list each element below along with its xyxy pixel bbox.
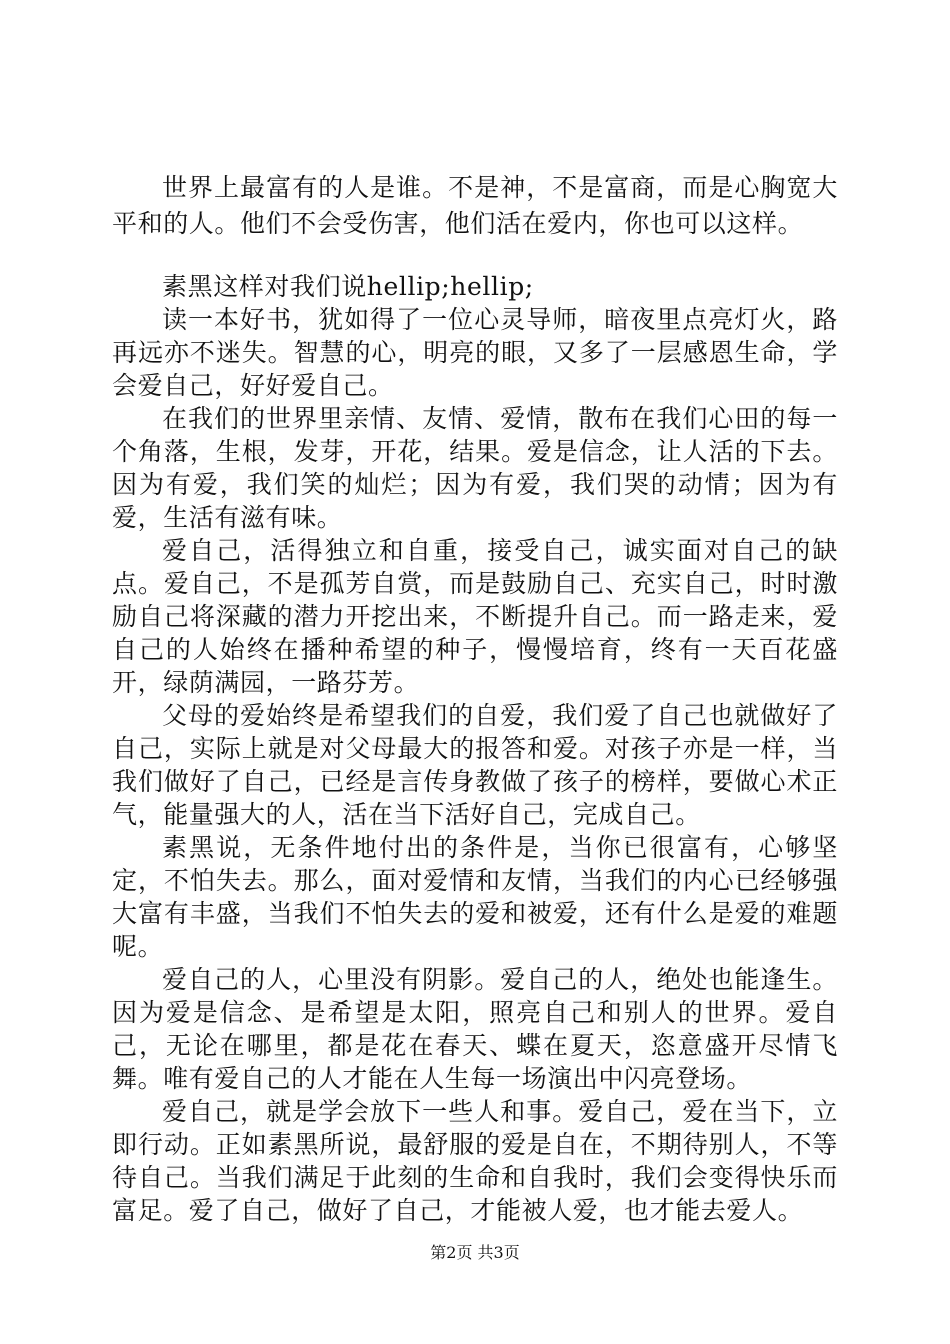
paragraph-3: 读一本好书，犹如得了一位心灵导师，暗夜里点亮灯火，路再远亦不迷失。智慧的心，明亮的眼，又多了一层感恩生命，学会爱自己，好好爱自己。	[112, 305, 838, 400]
page-number-footer: 第2页 共3页	[430, 1243, 520, 1262]
paragraph-5: 爱自己，活得独立和自重，接受自己，诚实面对自己的缺点。爱自己，不是孤芳自赏，而是鼓励自己、充实自己，时时激励自己将深藏的潜力开挖出来，不断提升自己。而一路走来，爱自己的人始终在播种希望的种子，慢慢培育，终有一天百花盛开，绿荫满园，一路芬芳。	[112, 536, 838, 697]
paragraph-8: 爱自己的人，心里没有阴影。爱自己的人，绝处也能逢生。因为爱是信念、是希望是太阳，照亮自己和别人的世界。爱自己，无论在哪里，都是花在春天、蝶在夏天，恣意盛开尽情飞舞。唯有爱自己的人才能在人生每一场演出中闪亮登场。	[112, 965, 838, 1093]
paragraph-9: 爱自己，就是学会放下一些人和事。爱自己，爱在当下，立即行动。正如素黑所说，最舒服的爱是自在，不期待别人，不等待自己。当我们满足于此刻的生命和自我时，我们会变得快乐而富足。爱了自己，做好了自己，才能被人爱，也才能去爱人。	[112, 1097, 838, 1225]
document-body	[112, 170, 838, 1227]
paragraph-7: 素黑说，无条件地付出的条件是，当你已很富有，心够坚定，不怕失去。那么，面对爱情和友情，当我们的内心已经够强大富有丰盛，当我们不怕失去的爱和被爱，还有什么是爱的难题呢。	[112, 833, 838, 961]
paragraph-6: 父母的爱始终是希望我们的自爱，我们爱了自己也就做好了自己，实际上就是对父母最大的报答和爱。对孩子亦是一样，当我们做好了自己，已经是言传身教做了孩子的榜样，要做心术正气，能量强大的人，活在当下活好自己，完成自己。	[112, 701, 838, 829]
paragraph-2: 素黑这样对我们说hellip;hellip;	[162, 272, 534, 301]
paragraph-4: 在我们的世界里亲情、友情、爱情，散布在我们心田的每一个角落，生根，发芽，开花，结果。爱是信念，让人活的下去。因为有爱，我们笑的灿烂；因为有爱，我们哭的动情；因为有爱，生活有滋有味。	[112, 404, 838, 532]
paragraph-1: 世界上最富有的人是谁。不是神，不是富商，而是心胸宽大平和的人。他们不会受伤害，他们活在爱内，你也可以这样。	[112, 173, 838, 238]
